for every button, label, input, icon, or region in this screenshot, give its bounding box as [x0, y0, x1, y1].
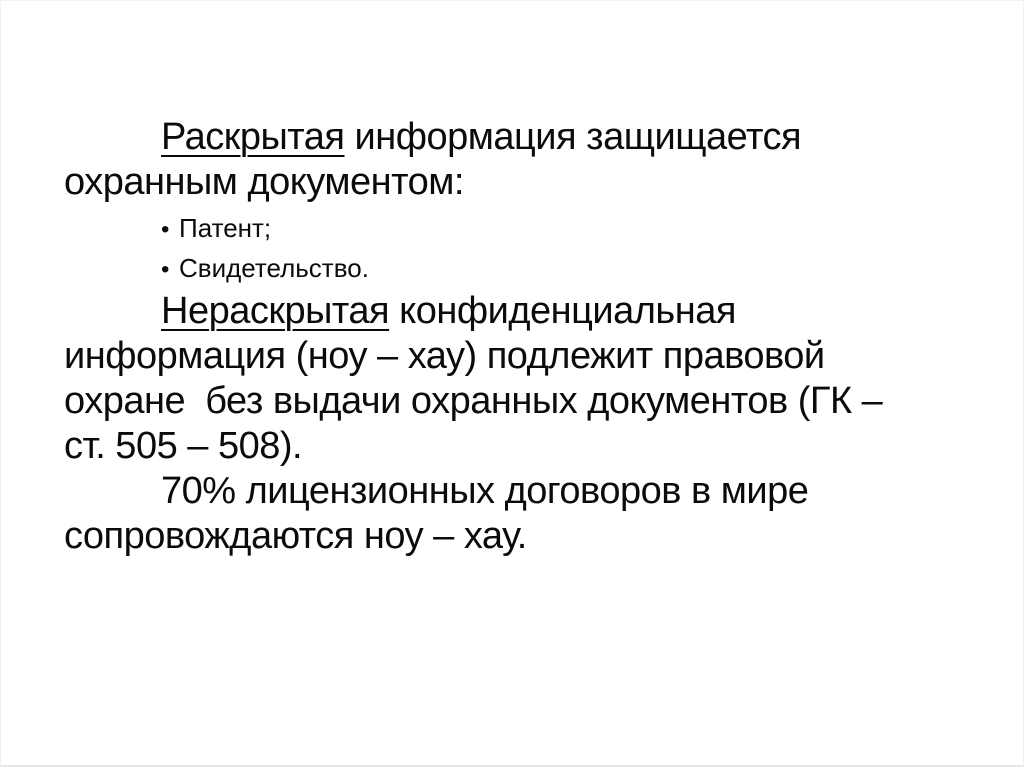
text-segment: 70% лицензионных договоров в мире: [161, 470, 809, 512]
paragraph: [64, 289, 984, 469]
text-line: [64, 469, 984, 514]
underlined-term: Нераскрытая: [161, 290, 390, 332]
bullet-icon: •: [161, 256, 170, 283]
text-segment: охране без выдачи охранных документов (ГК –: [64, 380, 883, 422]
text-line: [64, 424, 984, 469]
bullet-item: [161, 249, 984, 289]
text-line: [64, 334, 984, 379]
paragraph: [64, 469, 984, 559]
slide-text-content: [64, 115, 984, 559]
text-segment: конфиденциальная: [389, 290, 736, 332]
text-line: [64, 115, 984, 160]
text-segment: охранным документом:: [64, 161, 464, 203]
text-segment: сопровождаются ноу – хау.: [64, 515, 527, 557]
underlined-term: Раскрытая: [161, 116, 345, 158]
bullet-icon: •: [161, 216, 170, 243]
bullet-text: Патент;: [179, 213, 272, 243]
text-line: [64, 289, 984, 334]
text-line: [64, 160, 984, 205]
text-segment: ст. 505 – 508).: [64, 425, 303, 467]
text-segment: информация защищается: [344, 116, 802, 158]
text-line: [64, 379, 984, 424]
paragraph: [64, 115, 984, 205]
text-segment: информация (ноу – хау) подлежит правовой: [64, 335, 825, 377]
bullet-list: [64, 209, 984, 289]
text-line: [64, 514, 984, 559]
bullet-item: [161, 209, 984, 249]
bullet-text: Свидетельство.: [179, 253, 369, 283]
